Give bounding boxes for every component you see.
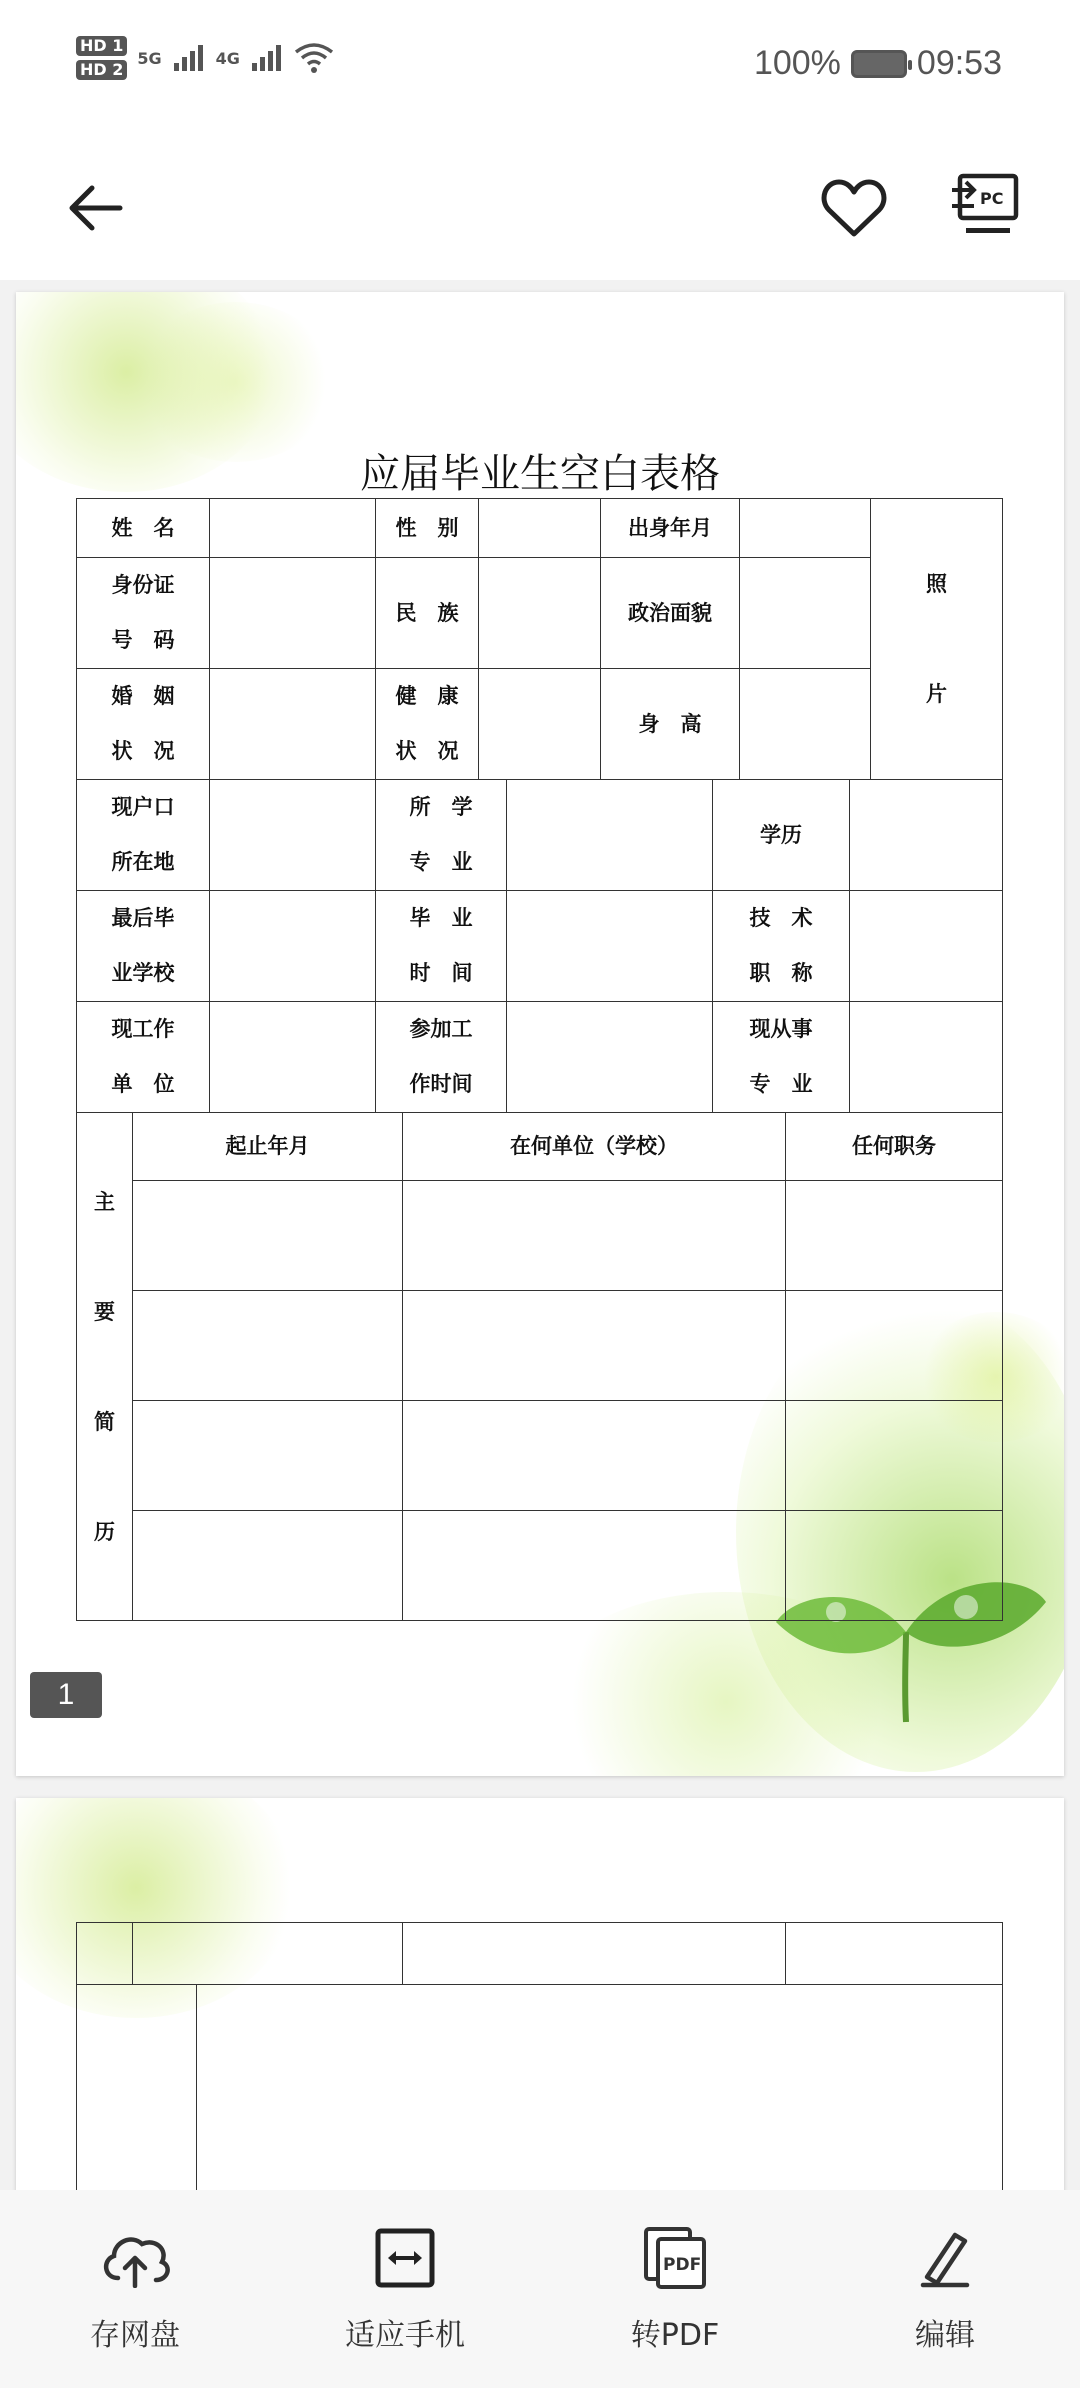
political-label: 政治面貌 [601, 558, 740, 669]
health-label-2: 状 况 [395, 739, 459, 763]
status-bar [0, 0, 1080, 130]
hd-indicators [76, 36, 127, 80]
status-right [754, 44, 1002, 83]
id-label-1: 身份证 [111, 573, 175, 597]
hukou-label [77, 780, 210, 891]
school-label-2: 业学校 [111, 961, 175, 985]
page2-cell[interactable] [77, 1923, 133, 1985]
marriage-label-1: 婚 姻 [111, 684, 175, 708]
resume-cell[interactable] [133, 1401, 403, 1511]
health-label-1: 健 康 [395, 684, 459, 708]
ethnic-label: 民 族 [376, 558, 479, 669]
education-label: 学历 [713, 780, 850, 891]
workplace-value[interactable] [210, 1002, 376, 1113]
workplace-label-2: 单 位 [111, 1072, 175, 1096]
fit-screen-icon [365, 2218, 445, 2298]
marriage-label [77, 669, 210, 780]
cloud-upload-icon [95, 2218, 175, 2298]
resume-cell[interactable] [403, 1511, 786, 1621]
resume-cell[interactable] [786, 1181, 1003, 1291]
school-label [77, 891, 210, 1002]
id-value[interactable] [210, 558, 376, 669]
resume-cell[interactable] [133, 1291, 403, 1401]
id-label [77, 558, 210, 669]
document-page-1 [16, 292, 1064, 1776]
birth-label: 出身年月 [601, 499, 740, 558]
hd2-badge: HD 2 [76, 60, 127, 80]
name-label: 姓 名 [77, 499, 210, 558]
major-value[interactable] [507, 780, 713, 891]
back-button[interactable] [56, 168, 136, 248]
page2-cell[interactable] [133, 1923, 403, 1985]
major-label-2: 专 业 [409, 850, 473, 874]
photo-label-2: 片 [926, 682, 947, 706]
resume-cell[interactable] [786, 1511, 1003, 1621]
work-start-value[interactable] [507, 1002, 713, 1113]
grad-time-value[interactable] [507, 891, 713, 1002]
signal-5g-icon [172, 43, 206, 73]
occupation-value[interactable] [850, 1002, 1003, 1113]
document-viewer[interactable] [0, 280, 1080, 2190]
pc-label: PC [980, 189, 1004, 208]
resume-cell[interactable] [133, 1511, 403, 1621]
edit-button[interactable] [810, 2190, 1080, 2388]
name-value[interactable] [210, 499, 376, 558]
clock: 09:53 [916, 44, 1002, 82]
tech-title-label-1: 技 术 [749, 906, 813, 930]
net2-label: 4G [215, 48, 240, 68]
battery-percent: 100% [753, 44, 841, 82]
page2-cell[interactable] [77, 1985, 197, 2191]
grad-label-2: 时 间 [409, 961, 473, 985]
resume-header-position: 任何职务 [786, 1113, 1003, 1181]
grad-time-label [376, 891, 507, 1002]
gender-label: 性 别 [376, 499, 479, 558]
tech-title-value[interactable] [850, 891, 1003, 1002]
wifi-icon [294, 42, 334, 74]
work-start-label-1: 参加工 [409, 1017, 473, 1041]
major-label-1: 所 学 [409, 795, 473, 819]
heart-icon [821, 178, 887, 238]
convert-pdf-label: 转PDF [630, 2318, 720, 2353]
page-number-badge: 1 [30, 1672, 102, 1718]
save-to-cloud-label: 存网盘 [90, 2318, 180, 2353]
ethnic-value[interactable] [479, 558, 601, 669]
hukou-label-2: 所在地 [111, 850, 175, 874]
app-bar [0, 130, 1080, 280]
pencil-icon [905, 2218, 985, 2298]
health-value[interactable] [479, 669, 601, 780]
fit-screen-label: 适应手机 [345, 2318, 465, 2353]
fit-screen-button[interactable] [270, 2190, 540, 2388]
resume-side-char-1: 主 [94, 1189, 115, 1214]
resume-side-char-3: 简 [94, 1409, 115, 1434]
height-label: 身 高 [601, 669, 740, 780]
convert-pdf-button[interactable] [540, 2190, 810, 2388]
resume-cell[interactable] [403, 1181, 786, 1291]
signal-4g-icon [250, 43, 284, 73]
arrow-left-icon [64, 176, 128, 240]
resume-header-unit: 在何单位（学校） [403, 1113, 786, 1181]
school-value[interactable] [210, 891, 376, 1002]
battery-icon [851, 50, 907, 78]
page2-table [76, 1922, 1003, 2190]
resume-cell[interactable] [403, 1291, 786, 1401]
photo-label-1: 照 [926, 572, 947, 596]
resume-cell[interactable] [786, 1401, 1003, 1511]
occupation-label [713, 1002, 850, 1113]
marriage-label-2: 状 况 [111, 739, 175, 763]
signal-group [76, 36, 334, 80]
political-value[interactable] [740, 558, 871, 669]
tech-title-label-2: 职 称 [749, 961, 813, 985]
workplace-label [77, 1002, 210, 1113]
tech-title-label [713, 891, 850, 1002]
net1-label: 5G [137, 48, 162, 68]
cast-to-pc-icon [950, 172, 1020, 238]
education-value[interactable] [850, 780, 1003, 891]
resume-cell[interactable] [786, 1291, 1003, 1401]
hukou-value[interactable] [210, 780, 376, 891]
cast-pc-button[interactable] [940, 160, 1030, 250]
bottom-toolbar [0, 2190, 1080, 2388]
resume-cell[interactable] [133, 1181, 403, 1291]
grad-label-1: 毕 业 [409, 906, 473, 930]
edit-label: 编辑 [915, 2318, 975, 2353]
marriage-value[interactable] [210, 669, 376, 780]
resume-side-label [77, 1113, 133, 1621]
page2-cell[interactable] [786, 1923, 1003, 1985]
workplace-label-1: 现工作 [111, 1017, 175, 1041]
occupation-label-2: 专 业 [749, 1072, 813, 1096]
school-label-1: 最后毕 [111, 906, 175, 930]
page2-cell[interactable] [403, 1923, 786, 1985]
hukou-label-1: 现户口 [111, 795, 175, 819]
resume-header-period: 起止年月 [133, 1113, 403, 1181]
health-label [376, 669, 479, 780]
resume-table [76, 1112, 1003, 1621]
svg-text:PDF: PDF [663, 2255, 702, 2275]
hd1-badge: HD 1 [76, 36, 127, 56]
document-page-2 [16, 1798, 1064, 2190]
page2-cell[interactable] [197, 1985, 1003, 2191]
work-start-label-2: 作时间 [409, 1072, 473, 1096]
decor-top-left-2 [136, 302, 336, 462]
gender-value[interactable] [479, 499, 601, 558]
save-to-cloud-button[interactable] [0, 2190, 270, 2388]
pdf-convert-icon [635, 2218, 715, 2298]
document-title: 应届毕业生空白表格 [360, 451, 720, 497]
resume-cell[interactable] [403, 1401, 786, 1511]
birth-value[interactable] [740, 499, 871, 558]
height-value[interactable] [740, 669, 871, 780]
work-start-label [376, 1002, 507, 1113]
resume-side-char-2: 要 [94, 1299, 115, 1324]
id-label-2: 号 码 [111, 628, 175, 652]
photo-cell [871, 499, 1003, 780]
favorite-button[interactable] [814, 168, 894, 248]
major-label [376, 780, 507, 891]
personal-info-table [76, 498, 1003, 780]
occupation-label-1: 现从事 [749, 1017, 813, 1041]
resume-side-char-4: 历 [94, 1519, 115, 1544]
education-work-table [76, 779, 1003, 1113]
